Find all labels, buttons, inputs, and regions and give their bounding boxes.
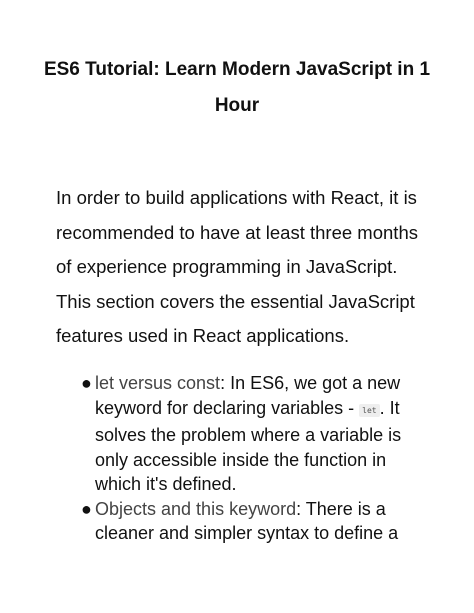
list-item-text: : In ES6, we got a new keyword for declaring variables -	[95, 373, 401, 418]
list-item	[78, 497, 408, 546]
page-title: ES6 Tutorial: Learn Modern JavaScript in 1 Hour	[43, 59, 431, 116]
inline-code: let	[359, 404, 379, 417]
bullet-icon: ●	[81, 498, 92, 519]
list-item	[78, 371, 408, 497]
list-item-text: . It solves the problem where a variable is only accessible inside the function in which it's defined.	[95, 397, 402, 494]
list-item-text: : There is a cleaner and simpler syntax to define a	[95, 498, 399, 543]
es6-features-list	[78, 371, 408, 546]
intro-paragraph: In order to build applications with React, it is recommended to have at least three months of experience programming in JavaScript. This section covers the essential JavaScript features used in React applications.	[56, 187, 418, 346]
list-item-term: let versus const	[95, 373, 221, 393]
list-item-term: Objects and this keyword	[95, 498, 297, 519]
bullet-icon: ●	[81, 373, 92, 393]
